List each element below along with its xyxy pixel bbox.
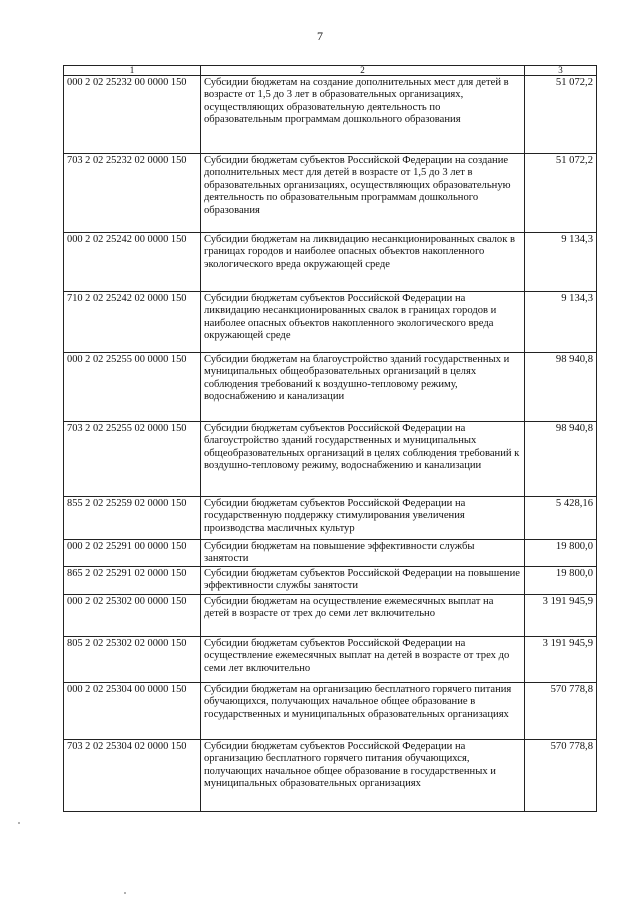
row-amount: 9 134,3	[525, 233, 597, 292]
row-description: Субсидии бюджетам субъектов Российской Федерации на создание дополнительных мест для детей в возрасте от 1,5 до 3 лет в образовательных организациях, осуществляющих образовательную деятельность по образовательным программам дошкольного образования	[201, 154, 525, 233]
row-code: 703 2 02 25232 02 0000 150	[64, 154, 201, 233]
row-code: 000 2 02 25291 00 0000 150	[64, 540, 201, 567]
row-description: Субсидии бюджетам субъектов Российской Федерации на организацию бесплатного горячего питания обучающихся, получающих начальное общее образование в государственных и муниципальных образовательных организациях	[201, 740, 525, 812]
row-code: 000 2 02 25304 00 0000 150	[64, 683, 201, 740]
column-header-code: 1	[64, 66, 201, 76]
row-amount: 51 072,2	[525, 76, 597, 154]
row-description: Субсидии бюджетам субъектов Российской Федерации на ликвидацию несанкционированных свалок в границах городов и наиболее опасных объектов накопленного экологического вреда окружающей среде	[201, 292, 525, 353]
table-row	[64, 292, 597, 353]
row-code: 000 2 02 25242 00 0000 150	[64, 233, 201, 292]
row-description: Субсидии бюджетам на благоустройство зданий государственных и муниципальных общеобразовательных организаций в целях соблюдения требований к воздушно-тепловому режиму, водоснабжению и канализации	[201, 353, 525, 422]
scan-speck	[18, 822, 20, 824]
row-description: Субсидии бюджетам субъектов Российской Федерации на повышение эффективности службы занятости	[201, 567, 525, 595]
table-header-row	[64, 66, 597, 76]
column-header-amount: 3	[525, 66, 597, 76]
budget-table	[63, 65, 597, 812]
row-code: 000 2 02 25255 00 0000 150	[64, 353, 201, 422]
row-code: 000 2 02 25302 00 0000 150	[64, 595, 201, 637]
table-row	[64, 233, 597, 292]
row-code: 865 2 02 25291 02 0000 150	[64, 567, 201, 595]
table-row	[64, 540, 597, 567]
row-code: 703 2 02 25255 02 0000 150	[64, 422, 201, 497]
row-description: Субсидии бюджетам субъектов Российской Федерации на осуществление ежемесячных выплат на детей в возрасте от трех до семи лет включительно	[201, 637, 525, 683]
row-amount: 9 134,3	[525, 292, 597, 353]
row-amount: 3 191 945,9	[525, 595, 597, 637]
table-row	[64, 595, 597, 637]
row-description: Субсидии бюджетам субъектов Российской Федерации на благоустройство зданий государственных и муниципальных общеобразовательных организаций в целях соблюдения требований к воздушно-тепловому режиму, водоснабжению и канализации	[201, 422, 525, 497]
scan-speck	[124, 892, 126, 894]
table-row	[64, 422, 597, 497]
row-code: 000 2 02 25232 00 0000 150	[64, 76, 201, 154]
row-amount: 3 191 945,9	[525, 637, 597, 683]
row-amount: 570 778,8	[525, 740, 597, 812]
row-description: Субсидии бюджетам на организацию бесплатного горячего питания обучающихся, получающих начальное общее образование в государственных и муниципальных образовательных организациях	[201, 683, 525, 740]
row-amount: 98 940,8	[525, 422, 597, 497]
table-row	[64, 76, 597, 154]
row-description: Субсидии бюджетам на создание дополнительных мест для детей в возрасте от 1,5 до 3 лет в образовательных организациях, осуществляющих образовательную деятельность по образовательным программам дошкольного образования	[201, 76, 525, 154]
table-row	[64, 154, 597, 233]
row-code: 710 2 02 25242 02 0000 150	[64, 292, 201, 353]
row-amount: 51 072,2	[525, 154, 597, 233]
row-description: Субсидии бюджетам на осуществление ежемесячных выплат на детей в возрасте от трех до семи лет включительно	[201, 595, 525, 637]
column-header-description: 2	[201, 66, 525, 76]
table-row	[64, 567, 597, 595]
row-description: Субсидии бюджетам на повышение эффективности службы занятости	[201, 540, 525, 567]
row-amount: 19 800,0	[525, 567, 597, 595]
row-amount: 19 800,0	[525, 540, 597, 567]
row-description: Субсидии бюджетам на ликвидацию несанкционированных свалок в границах городов и наиболее опасных объектов накопленного экологического вреда окружающей среде	[201, 233, 525, 292]
row-amount: 5 428,16	[525, 497, 597, 540]
table-row	[64, 740, 597, 812]
table-row	[64, 637, 597, 683]
table-row	[64, 497, 597, 540]
table-row	[64, 353, 597, 422]
row-code: 805 2 02 25302 02 0000 150	[64, 637, 201, 683]
row-description: Субсидии бюджетам субъектов Российской Федерации на государственную поддержку стимулирования увеличения производства масличных культур	[201, 497, 525, 540]
row-code: 703 2 02 25304 02 0000 150	[64, 740, 201, 812]
row-amount: 98 940,8	[525, 353, 597, 422]
row-amount: 570 778,8	[525, 683, 597, 740]
row-code: 855 2 02 25259 02 0000 150	[64, 497, 201, 540]
page-number: 7	[317, 29, 323, 43]
table-row	[64, 683, 597, 740]
